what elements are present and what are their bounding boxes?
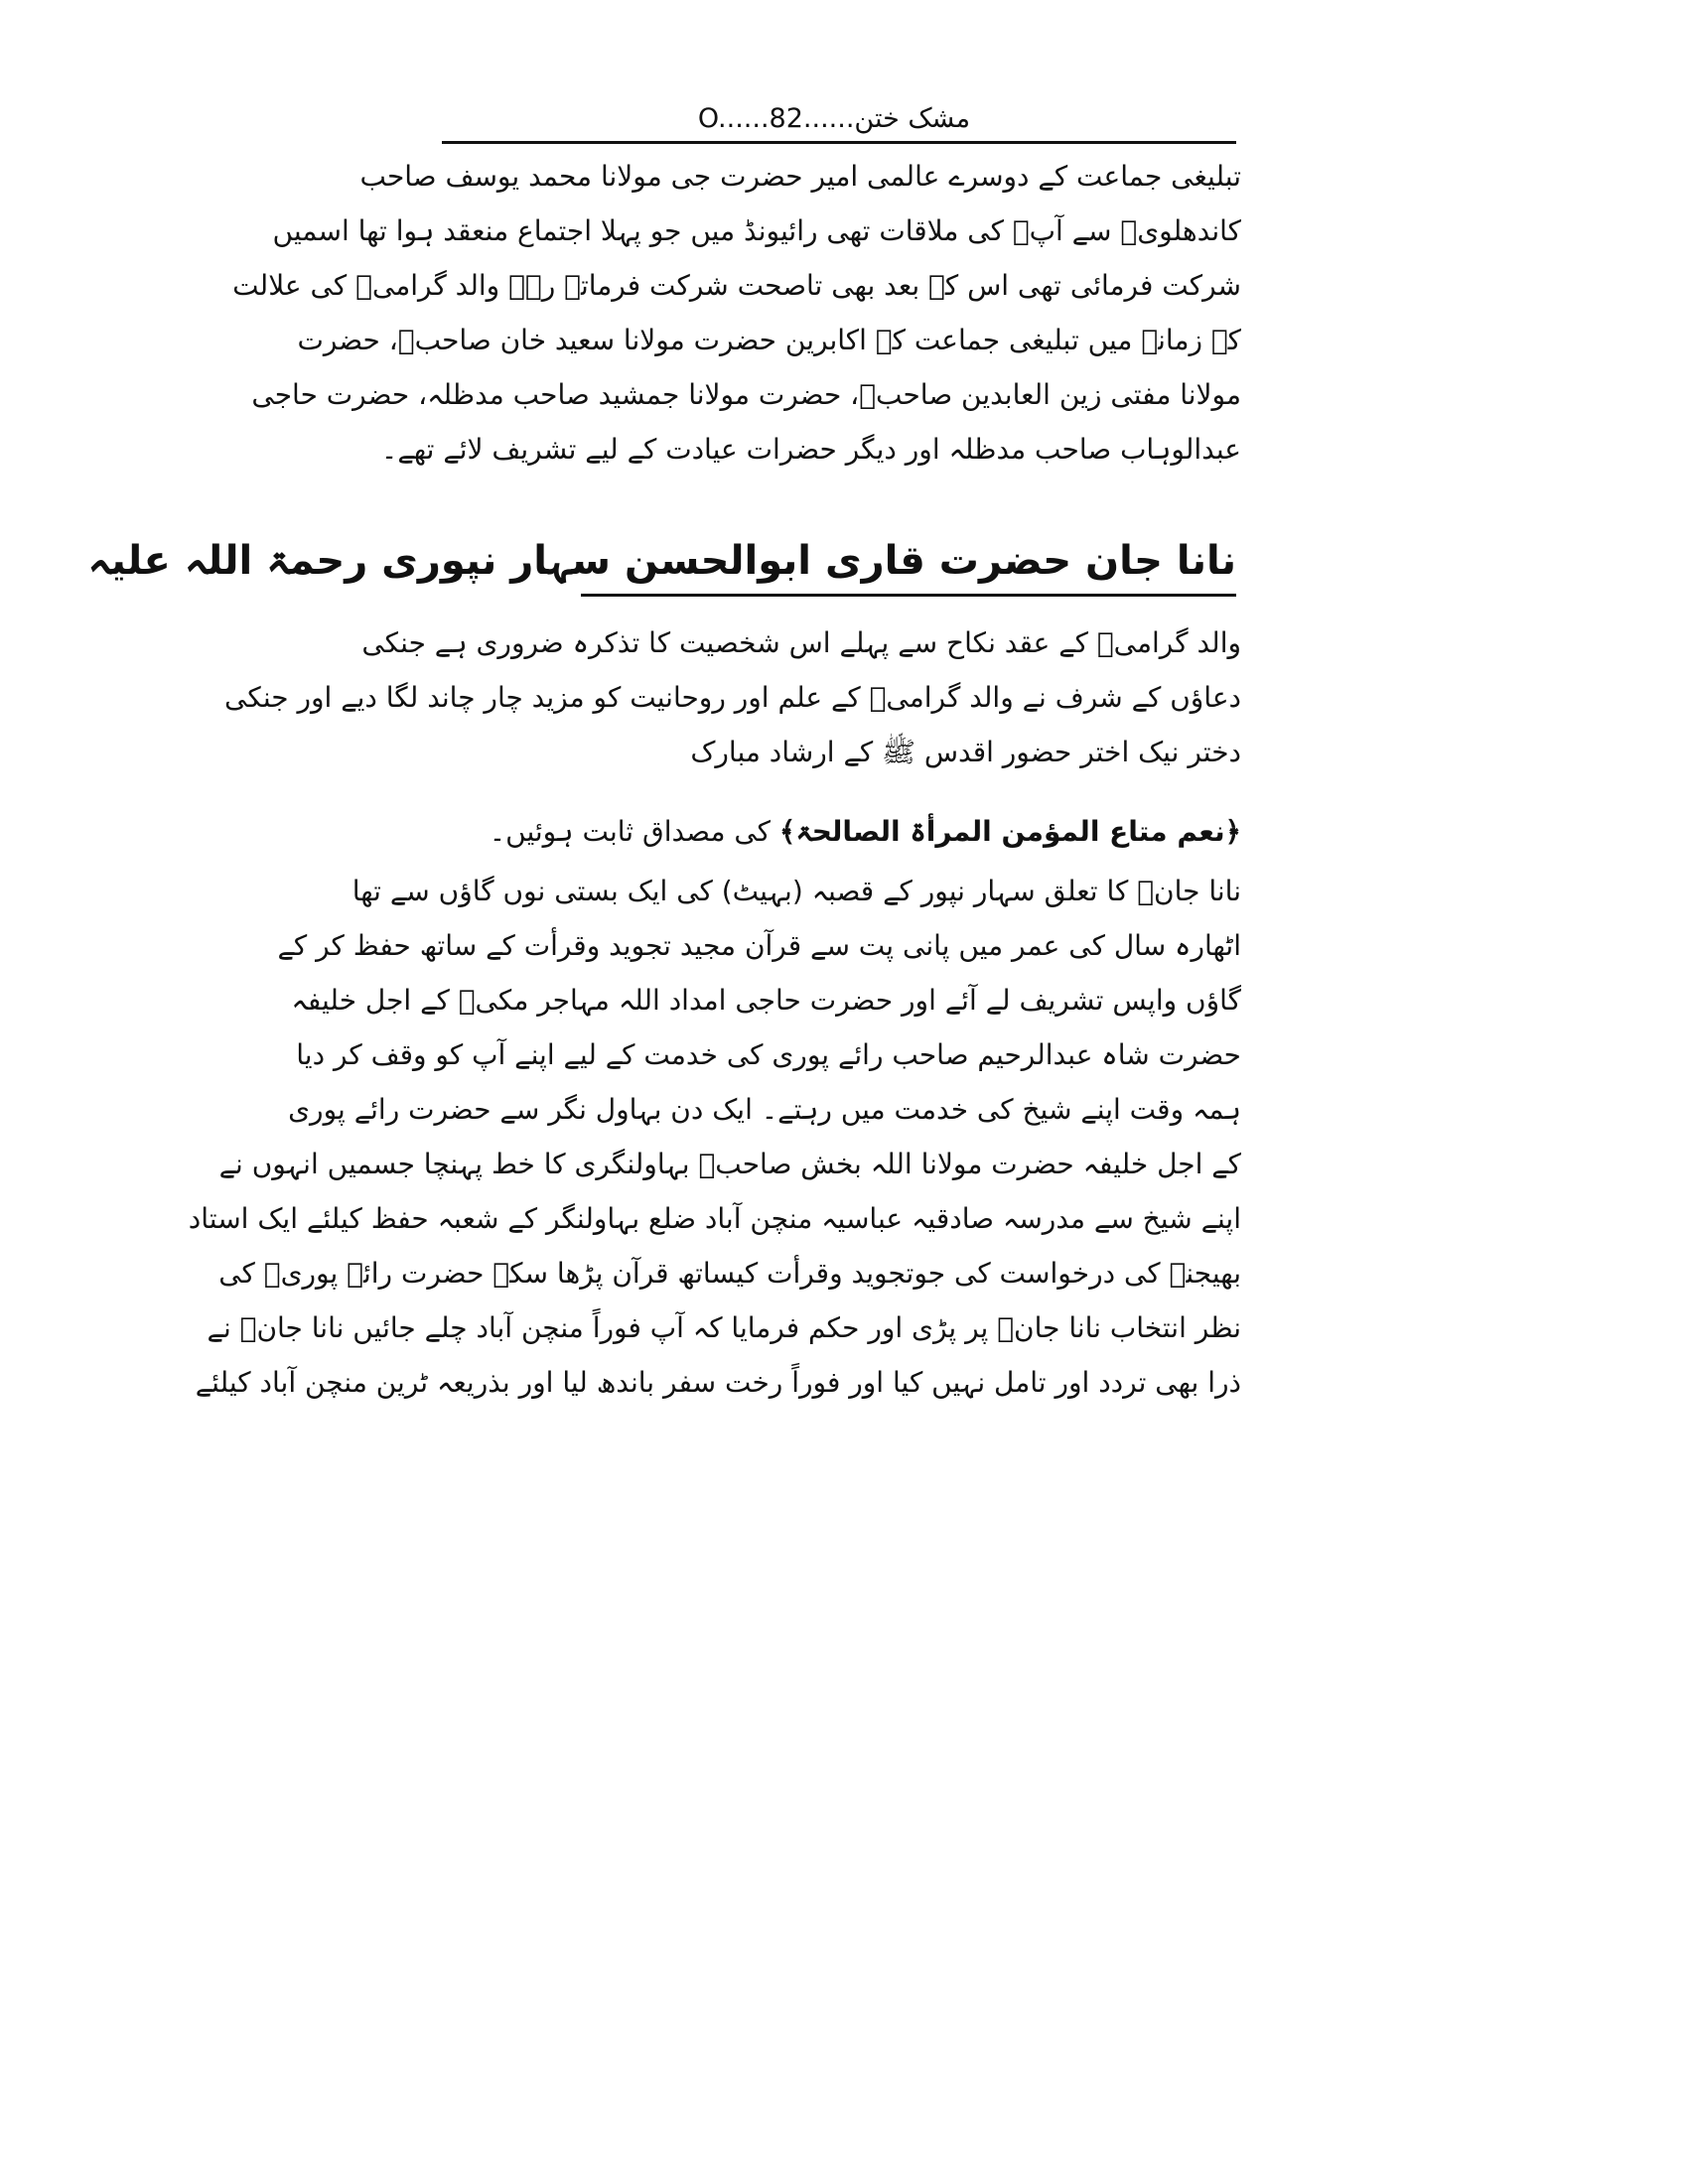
paragraph-1-line: کے زمانے میں تبلیغی جماعت کے اکابرین حضرت مولانا سعید خان صاحبؒ، حضرت	[297, 324, 1241, 356]
paragraph-1-line: تبلیغی جماعت کے دوسرے عالمی امیر حضرت جی مولانا محمد یوسف صاحب	[359, 160, 1241, 193]
paragraph-1-line: عبدالوہاب صاحب مدظلہ اور دیگر حضرات عیادت کے لیے تشریف لائے تھے۔	[380, 433, 1241, 466]
paragraph-3-line: اٹھارہ سال کی عمر میں پانی پت سے قرآن مجید تجوید وقرأت کے ساتھ حفظ کر کے	[277, 929, 1241, 962]
paragraph-3-line: نظر انتخاب نانا جانؒ پر پڑی اور حکم فرمایا کہ آپ فوراً منچن آباد چلے جائیں نانا جانؒ نے	[207, 1311, 1241, 1344]
arabic-quote: ﴿نعم متاع المؤمن المرأۃ الصالحۃ﴾	[778, 815, 1241, 848]
paragraph-2-line: دعاؤں کے شرف نے والد گرامیؒ کے علم اور روحانیت کو مزید چار چاند لگا دیے اور جنکی	[224, 681, 1241, 714]
paragraph-1	[232, 149, 1241, 477]
paragraph-3-line: حضرت شاہ عبدالرحیم صاحب رائے پوری کی خدمت کے لیے اپنے آپ کو وقف کر دیا	[296, 1038, 1241, 1071]
paragraph-3-line: ہمہ وقت اپنے شیخ کی خدمت میں رہتے۔ ایک دن بہاول نگر سے حضرت رائے پوری	[288, 1093, 1241, 1126]
paragraph-2-line: دختر نیک اختر حضور اقدس ﷺ کے ارشاد مبارک	[690, 736, 1241, 768]
paragraph-3-line: گاؤں واپس تشریف لے آئے اور حضرت حاجی امداد اللہ مہاجر مکیؒ کے اجل خلیفہ	[291, 984, 1241, 1017]
paragraph-3-line: ذرا بھی تردد اور تامل نہیں کیا اور فوراً رخت سفر باندھ لیا اور بذریعہ ٹرین منچن آباد کیلئے	[195, 1366, 1241, 1399]
paragraph-2	[224, 615, 1241, 779]
paragraph-3	[188, 864, 1241, 1410]
paragraph-3-line: بھیجنے کی درخواست کی جوتجوید وقرأت کیساتھ قرآن پڑھا سکے حضرت رائے پوریؒ کی	[218, 1257, 1241, 1290]
header-rule	[442, 141, 1236, 144]
paragraph-1-line: کاندھلویؒ سے آپؒ کی ملاقات تھی رائیونڈ میں جو پہلا اجتماع منعقد ہوا تھا اسمیں	[272, 214, 1241, 247]
paragraph-3-line: کے اجل خلیفہ حضرت مولانا اللہ بخش صاحبؒ بہاولنگری کا خط پہنچا جسمیں انہوں نے	[218, 1148, 1241, 1180]
paragraph-3-line: نانا جانؒ کا تعلق سہار نپور کے قصبہ (بہیٹ) کی ایک بستی نوں گاؤں سے تھا	[352, 875, 1241, 907]
page-header: مشک ختن......O......82	[697, 103, 971, 134]
quote-line	[489, 804, 1241, 859]
paragraph-3-line: اپنے شیخ سے مدرسہ صادقیہ عباسیہ منچن آباد ضلع بہاولنگر کے شعبہ حفظ کیلئے ایک استاد	[188, 1202, 1241, 1235]
paragraph-1-line: شرکت فرمائی تھی اس کے بعد بھی تاصحت شرکت فرماتے رہے والد گرامیؒ کی علالت	[232, 269, 1241, 302]
section-heading: نانا جان حضرت قاری ابوالحسن سہار نپوری رحمۃ اللہ علیہ	[87, 538, 1236, 584]
paragraph-2-line: والد گرامیؒ کے عقد نکاح سے پہلے اس شخصیت کا تذکرہ ضروری ہے جنکی	[361, 626, 1241, 659]
quote-continuation: کی مصداق ثابت ہوئیں۔	[489, 815, 779, 848]
paragraph-1-line: مولانا مفتی زین العابدین صاحبؒ، حضرت مولانا جمشید صاحب مدظلہ، حضرت حاجی	[251, 378, 1241, 411]
heading-underline	[581, 594, 1236, 597]
